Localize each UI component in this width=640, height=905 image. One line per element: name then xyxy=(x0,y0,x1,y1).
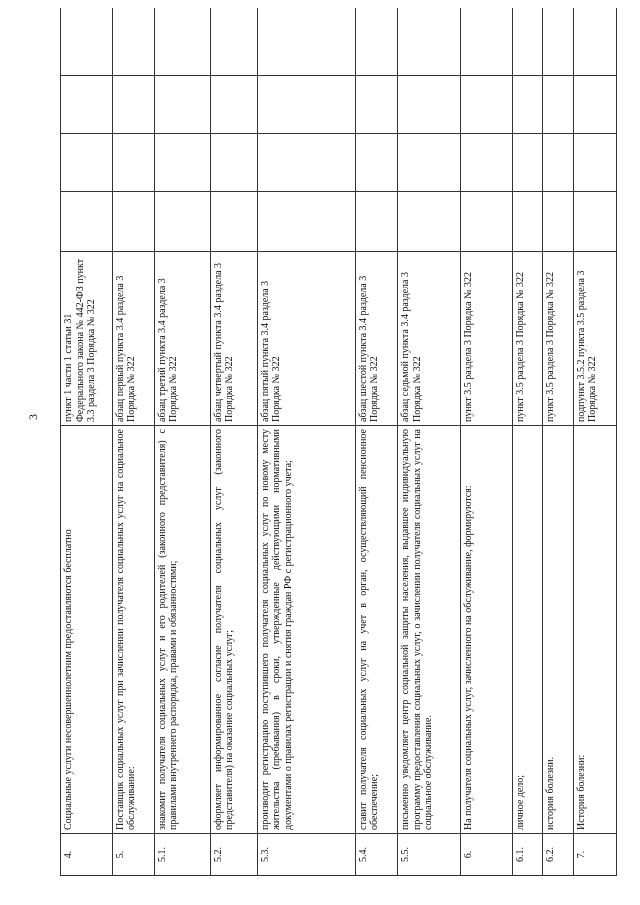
empty-cell xyxy=(355,76,397,134)
row-number: 5.4. xyxy=(355,834,397,876)
empty-cell xyxy=(355,192,397,252)
empty-cell xyxy=(573,8,616,76)
empty-cell xyxy=(154,8,210,76)
empty-cell xyxy=(398,8,461,76)
empty-cell xyxy=(512,76,542,134)
page-number: 3 xyxy=(26,414,40,420)
requirement-text: Поставщик социальных услуг при зачислении получателя социальных услуг на социальное обслуживание: xyxy=(112,426,154,834)
row-number: 6.2. xyxy=(543,834,573,876)
table-row xyxy=(461,8,513,876)
row-number: 5.3. xyxy=(257,834,355,876)
empty-cell xyxy=(257,192,355,252)
table-row xyxy=(355,8,397,876)
legal-reference: подпункт 3.5.2 пункта 3.5 раздела 3 Порядка № 322 xyxy=(573,252,616,426)
empty-cell xyxy=(461,76,513,134)
empty-cell xyxy=(355,134,397,192)
empty-cell xyxy=(543,76,573,134)
empty-cell xyxy=(210,8,257,76)
empty-cell xyxy=(543,134,573,192)
empty-cell xyxy=(112,76,154,134)
empty-cell xyxy=(543,192,573,252)
empty-cell xyxy=(112,8,154,76)
row-number: 5. xyxy=(112,834,154,876)
empty-cell xyxy=(112,134,154,192)
empty-cell xyxy=(61,192,113,252)
legal-reference: пункт 1 части 1 статьи 31 Федерального закона № 442-ФЗ пункт 3.3 раздела 3 Порядка № 322 xyxy=(61,252,113,426)
empty-cell xyxy=(573,134,616,192)
empty-cell xyxy=(257,8,355,76)
requirement-text: история болезни. xyxy=(543,426,573,834)
empty-cell xyxy=(210,192,257,252)
empty-cell xyxy=(355,8,397,76)
empty-cell xyxy=(512,192,542,252)
empty-cell xyxy=(154,192,210,252)
empty-cell xyxy=(154,134,210,192)
empty-cell xyxy=(398,192,461,252)
empty-cell xyxy=(461,192,513,252)
empty-cell xyxy=(210,134,257,192)
empty-cell xyxy=(61,134,113,192)
compliance-table xyxy=(60,8,617,876)
row-number: 4. xyxy=(61,834,113,876)
requirement-text: На получателя социальных услуг, зачисленного на обслуживание, формируются: xyxy=(461,426,513,834)
empty-cell xyxy=(512,8,542,76)
table-row xyxy=(112,8,154,876)
requirement-text: ставит получателя социальных услуг на учет в орган, осуществляющий пенсионное обеспечение; xyxy=(355,426,397,834)
requirement-text: письменно уведомляет центр социальной защиты населения, выдавшее индивидуальную программу предоставления социальных услуг, о зачислении получателя социальных услуг на социальное обслуживание. xyxy=(398,426,461,834)
empty-cell xyxy=(573,76,616,134)
legal-reference: абзац седьмой пункта 3.4 раздела 3 Порядка № 322 xyxy=(398,252,461,426)
legal-reference: пункт 3.5 раздела 3 Порядка № 322 xyxy=(512,252,542,426)
empty-cell xyxy=(154,76,210,134)
legal-reference: абзац пятый пункта 3.4 раздела 3 Порядка № 322 xyxy=(257,252,355,426)
table-row xyxy=(543,8,573,876)
empty-cell xyxy=(61,8,113,76)
legal-reference: абзац шестой пункта 3.4 раздела 3 Порядка № 322 xyxy=(355,252,397,426)
empty-cell xyxy=(398,134,461,192)
legal-reference: абзац третий пункта 3.4 раздела 3 Порядка № 322 xyxy=(154,252,210,426)
empty-cell xyxy=(210,76,257,134)
empty-cell xyxy=(543,8,573,76)
requirement-text: знакомит получателя социальных услуг и его родителей (законного представителя) с правилами внутреннего распорядка, правами и обязанностями; xyxy=(154,426,210,834)
requirement-text: Социальные услуги несовершеннолетним предоставляются бесплатно xyxy=(61,426,113,834)
legal-reference: абзац первый пункта 3.4 раздела 3 Порядка № 322 xyxy=(112,252,154,426)
row-number: 5.1. xyxy=(154,834,210,876)
empty-cell xyxy=(112,192,154,252)
table-row xyxy=(61,8,113,876)
table-row xyxy=(210,8,257,876)
table-row xyxy=(398,8,461,876)
legal-reference: пункт 3.5 раздела 3 Порядка № 322 xyxy=(461,252,513,426)
document-table-area xyxy=(60,8,617,876)
requirement-text: История болезни: xyxy=(573,426,616,834)
row-number: 5.5. xyxy=(398,834,461,876)
table-row xyxy=(154,8,210,876)
empty-cell xyxy=(398,76,461,134)
rotated-table-container xyxy=(60,8,617,876)
empty-cell xyxy=(512,134,542,192)
requirement-text: оформляет информированное согласие получателя социальных услуг (законного представителя) на оказание социальных услуг; xyxy=(210,426,257,834)
table-row xyxy=(512,8,542,876)
requirement-text: личное дело; xyxy=(512,426,542,834)
empty-cell xyxy=(461,134,513,192)
empty-cell xyxy=(461,8,513,76)
legal-reference: абзац четвертый пункта 3.4 раздела 3 Порядка № 322 xyxy=(210,252,257,426)
legal-reference: пункт 3.5 раздела 3 Порядка № 322 xyxy=(543,252,573,426)
table-row xyxy=(573,8,616,876)
row-number: 6. xyxy=(461,834,513,876)
empty-cell xyxy=(257,76,355,134)
empty-cell xyxy=(257,134,355,192)
row-number: 5.2. xyxy=(210,834,257,876)
empty-cell xyxy=(61,76,113,134)
row-number: 7. xyxy=(573,834,616,876)
table-row xyxy=(257,8,355,876)
empty-cell xyxy=(573,192,616,252)
row-number: 6.1. xyxy=(512,834,542,876)
requirement-text: производит регистрацию поступившего получателя социальных услуг по новому месту жительства (пребывания) в сроки, утвержденные действующими нормативными документами о правилах регистрации и снятия граждан РФ с регистрационного учета; xyxy=(257,426,355,834)
table-body xyxy=(61,8,617,876)
